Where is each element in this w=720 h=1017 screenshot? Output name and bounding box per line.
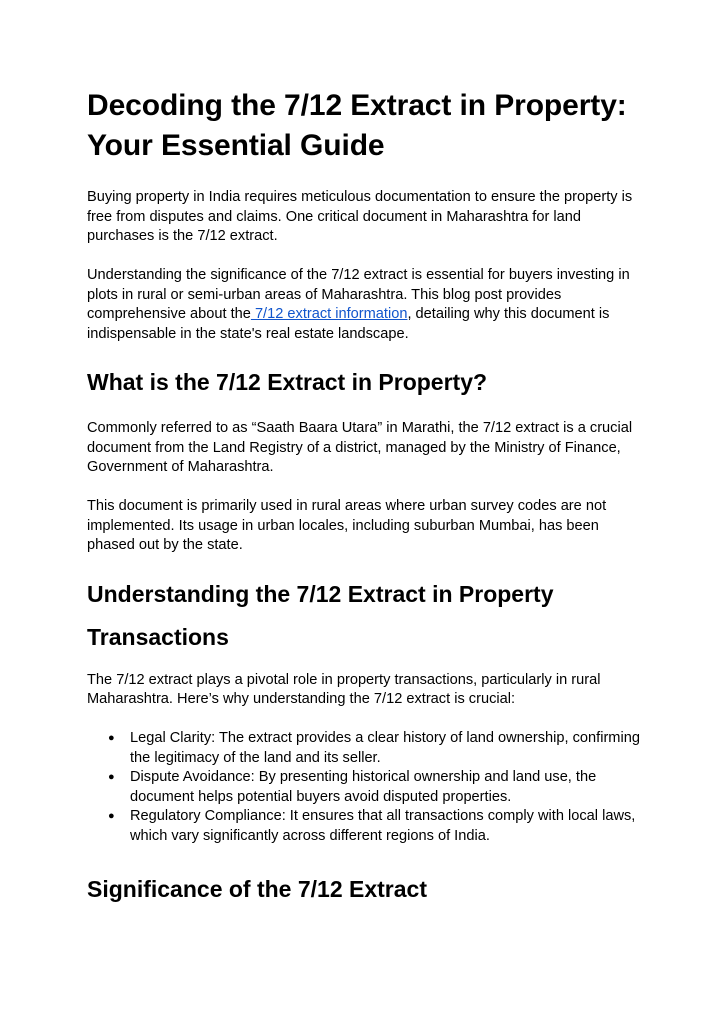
list-item [87, 729, 647, 768]
bullet-icon: ● [108, 732, 115, 744]
page-title: Decoding the 7/12 Extract in Property: Your Essential Guide [87, 89, 627, 162]
bullet-icon: ● [108, 810, 115, 822]
section-heading-significance: Significance of the 7/12 Extract [87, 876, 428, 902]
what-is-paragraph-1: Commonly referred to as “Saath Baara Utara” in Marathi, the 7/12 extract is a crucial document from the Land Registry of a district, managed by the Ministry of Finance, Government of Maharashtra. [87, 420, 633, 475]
understanding-paragraph-1: The 7/12 extract plays a pivotal role in property transactions, particularly in rural Maharashtra. Here’s why understanding the 7/12 extract is crucial: [87, 671, 601, 707]
list-item-text: Legal Clarity: The extract provides a clear history of land ownership, confirming the legitimacy of the land and its seller. [130, 730, 640, 766]
intro-paragraph-2 [87, 266, 647, 344]
section-heading-understanding [87, 573, 647, 659]
intro-paragraph-1: Buying property in India requires meticulous documentation to ensure the property is free from disputes and claims. One critical document in Maharashtra for land purchases is the 7/12 extract. [87, 189, 633, 244]
bullet-icon: ● [108, 771, 115, 783]
list-item-text: Regulatory Compliance: It ensures that all transactions comply with local laws, which vary significantly across different regions of India. [130, 808, 636, 844]
what-is-paragraph-2: This document is primarily used in rural areas where urban survey codes are not implemented. Its usage in urban locales, including suburban Mumbai, has been phased out by the state. [87, 498, 607, 553]
document-page [87, 86, 647, 904]
intro-paragraph-2-text-after: , detailing why this document is indispensable in the state's real estate landscape. [87, 306, 610, 342]
section-heading-what-is: What is the 7/12 Extract in Property? [87, 369, 488, 395]
section-heading-understanding-line-2: Transactions [87, 623, 229, 650]
list-item [87, 768, 647, 807]
list-item [87, 807, 647, 846]
importance-list [87, 729, 647, 846]
intro-paragraph-2-text-before: Understanding the significance of the 7/12 extract is essential for buyers investing in plots in rural or semi-urban areas of Maharashtra. This blog post provides comprehensive about the [87, 267, 630, 322]
section-heading-understanding-line-1: Understanding the 7/12 Extract in Property [87, 580, 554, 607]
list-item-text: Dispute Avoidance: By presenting historical ownership and land use, the document helps potential buyers avoid disputed properties. [130, 769, 597, 805]
info-link[interactable]: 7/12 extract information [250, 306, 408, 322]
